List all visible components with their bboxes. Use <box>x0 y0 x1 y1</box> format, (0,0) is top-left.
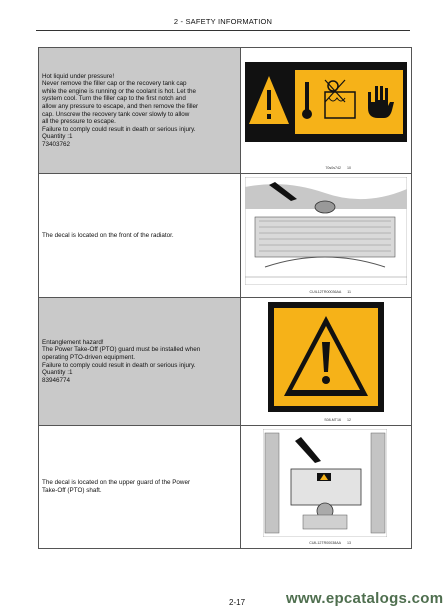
figure-caption <box>325 166 351 170</box>
table-row <box>39 48 411 174</box>
watermark: www.epcatalogs.com <box>286 590 444 607</box>
decal-description <box>39 298 241 425</box>
figure-number: 13 <box>347 541 351 545</box>
decal-image-cell <box>241 48 411 173</box>
table-row <box>39 426 411 548</box>
text-line: while the engine is running or the coolant is hot. Let the <box>42 87 197 95</box>
text-line: 83946774 <box>42 376 71 384</box>
table-row <box>39 298 411 426</box>
figure-code: CUIL12TR00036AA <box>309 290 342 294</box>
text-line: The Power Take-Off (PTO) guard must be installed when <box>42 346 201 354</box>
header-rule <box>36 30 410 31</box>
figure-code: CUIL12TR00038AA <box>309 541 341 545</box>
page-number: 2-17 <box>229 598 246 607</box>
decal-image-cell <box>241 298 411 425</box>
text-line: Never remove the filler cap or the recovery tank cap <box>42 80 187 88</box>
text-line: allow any pressure to escape, and then remove the filler <box>42 102 199 110</box>
figure-number: 12 <box>347 418 351 422</box>
decal-location <box>39 426 241 548</box>
text-line: system cool. Turn the filler cap to the first notch and <box>42 95 186 103</box>
figure-code: S08-MT16 <box>324 418 341 422</box>
text-line: Hot liquid under pressure! <box>42 72 115 80</box>
location-photo-cell <box>241 174 411 297</box>
text-line: all the pressure to escape. <box>42 118 116 126</box>
location-photo-cell <box>241 426 411 548</box>
text-line: Failure to comply could result in death or serious injury. <box>42 125 196 133</box>
text-line: The decal is located on the front of the radiator. <box>42 231 174 239</box>
text-line: Quantity :1 <box>42 133 73 141</box>
figure-number: 10 <box>347 166 351 170</box>
text-line: cap. Unscrew the recovery tank cover slowly to allow <box>42 110 190 118</box>
safety-decal-table <box>38 47 412 549</box>
text-line: 73403762 <box>42 140 71 148</box>
radiator-photo-icon <box>245 177 407 285</box>
text-line: operating PTO-driven equipment. <box>42 353 135 361</box>
text-line: The decal is located on the upper guard of the Power <box>42 479 191 487</box>
hot-liquid-decal-icon <box>245 62 407 160</box>
table-row <box>39 174 411 298</box>
figure-caption <box>324 418 351 422</box>
decal-description <box>39 48 241 173</box>
text-line: Failure to comply could result in death or serious injury. <box>42 361 196 369</box>
section-title: 2 - SAFETY INFORMATION <box>173 17 273 26</box>
figure-number: 11 <box>347 290 351 294</box>
decal-location <box>39 174 241 297</box>
pto-guard-photo-icon <box>263 429 387 537</box>
figure-code: 70s0s742 <box>325 166 341 170</box>
text-line: Take-Off (PTO) shaft. <box>42 487 102 494</box>
figure-caption <box>309 541 351 545</box>
text-line: Entanglement hazard! <box>42 338 104 346</box>
text-line: Quantity :1 <box>42 369 73 377</box>
warning-triangle-decal-icon <box>268 302 384 412</box>
figure-caption <box>310 290 352 294</box>
